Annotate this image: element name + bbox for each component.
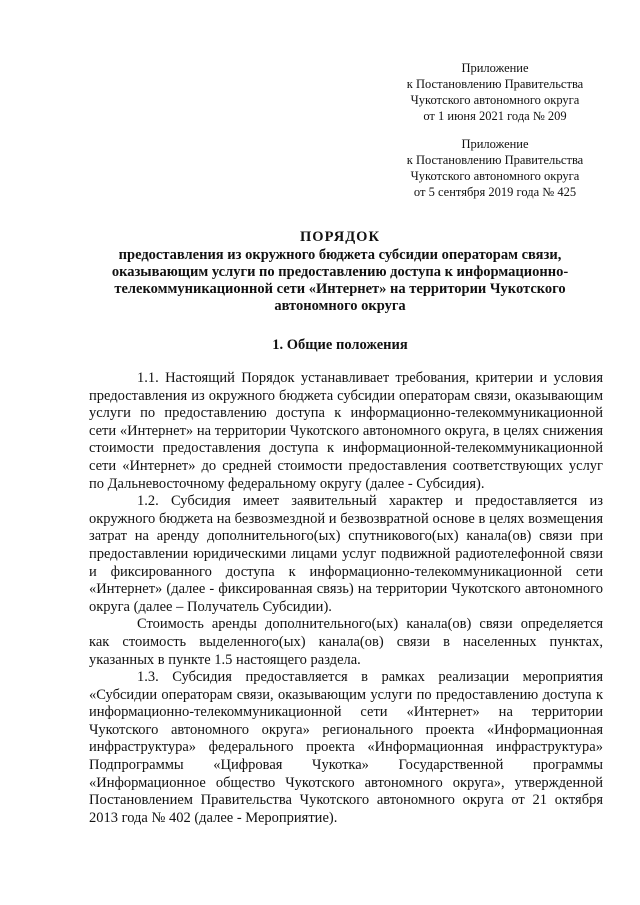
paragraph-1-2-cont: Стоимость аренды дополнительного(ых) канала(ов) связи определяется как стоимость выделенного(ых) канала(ов) связи в населенных пунктах, указанных в пункте 1.5 настоящего раздела. xyxy=(89,616,603,668)
appendix-previous-date: от 5 сентября 2019 года № 425 xyxy=(413,185,577,199)
document-body xyxy=(89,370,603,827)
appendix-previous-label: Приложение xyxy=(461,137,529,151)
appendix-current-block xyxy=(365,60,625,124)
document-heading: ПОРЯДОК xyxy=(300,229,380,245)
appendix-current-resolution: к Постановлению Правительства xyxy=(406,77,584,91)
document-subtitle-line-1: предоставления из окружного бюджета субсидии операторам связи, xyxy=(118,247,562,263)
paragraph-1-3: 1.3. Субсидия предоставляется в рамках реализации мероприятия «Субсидии операторам связи, оказывающим услуги по предоставлению доступа к информационно-телекоммуникационной сети «Интернет» на территории Чукотского автономного округа» регионального проекта «Информационная инфраструктура» федерального проекта «Информационная инфраструктура» Подпрограммы «Цифровая Чукотка» Государственной программы «Информационное общество Чукотского автономного округа», утвержденной Постановлением Правительства Чукотского автономного округа от 21 октября 2013 года № 402 (далее - Мероприятие). xyxy=(89,669,603,826)
appendix-current-date: от 1 июня 2021 года № 209 xyxy=(423,109,567,123)
appendix-current-label: Приложение xyxy=(461,61,529,75)
paragraph-1-1: 1.1. Настоящий Порядок устанавливает требования, критерии и условия предоставления из окружного бюджета субсидии операторам связи, оказывающим услуги по предоставлению доступа к информационно-телекоммуникационной сети «Интернет» на территории Чукотского автономного округа, в целях снижения стоимости предоставления доступа к информационной-телекоммуникационной сети «Интернет» до средней стоимости предоставления соответствующих услуг по Дальневосточному федеральному округу (далее - Субсидия). xyxy=(89,370,603,492)
document-subtitle-line-4: автономного округа xyxy=(274,298,406,314)
appendix-previous-block xyxy=(365,136,625,200)
appendix-previous-region: Чукотского автономного округа xyxy=(410,169,580,183)
appendix-previous-resolution: к Постановлению Правительства xyxy=(406,153,584,167)
section-heading: 1. Общие положения xyxy=(272,337,408,353)
paragraph-1-2: 1.2. Субсидия имеет заявительный характер и предоставляется из окружного бюджета на безвозмездной и безвозвратной основе в целях возмещения затрат на аренду дополнительного(ых) спутникового(ых) канала(ов) связи при предоставлении юридическими лицами услуг подвижной радиотелефонной связи и фиксированного доступа к информационно-телекоммуникационной сети «Интернет» (далее - фиксированная связь) на территории Чукотского автономного округа (далее – Получатель Субсидии). xyxy=(89,493,603,615)
document-subtitle-line-2: оказывающим услуги по предоставлению доступа к информационно- xyxy=(111,264,569,280)
document-title xyxy=(80,229,600,315)
appendix-current-region: Чукотского автономного округа xyxy=(410,93,580,107)
document-subtitle-line-3: телекоммуникационной сети «Интернет» на территории Чукотского xyxy=(114,281,566,297)
